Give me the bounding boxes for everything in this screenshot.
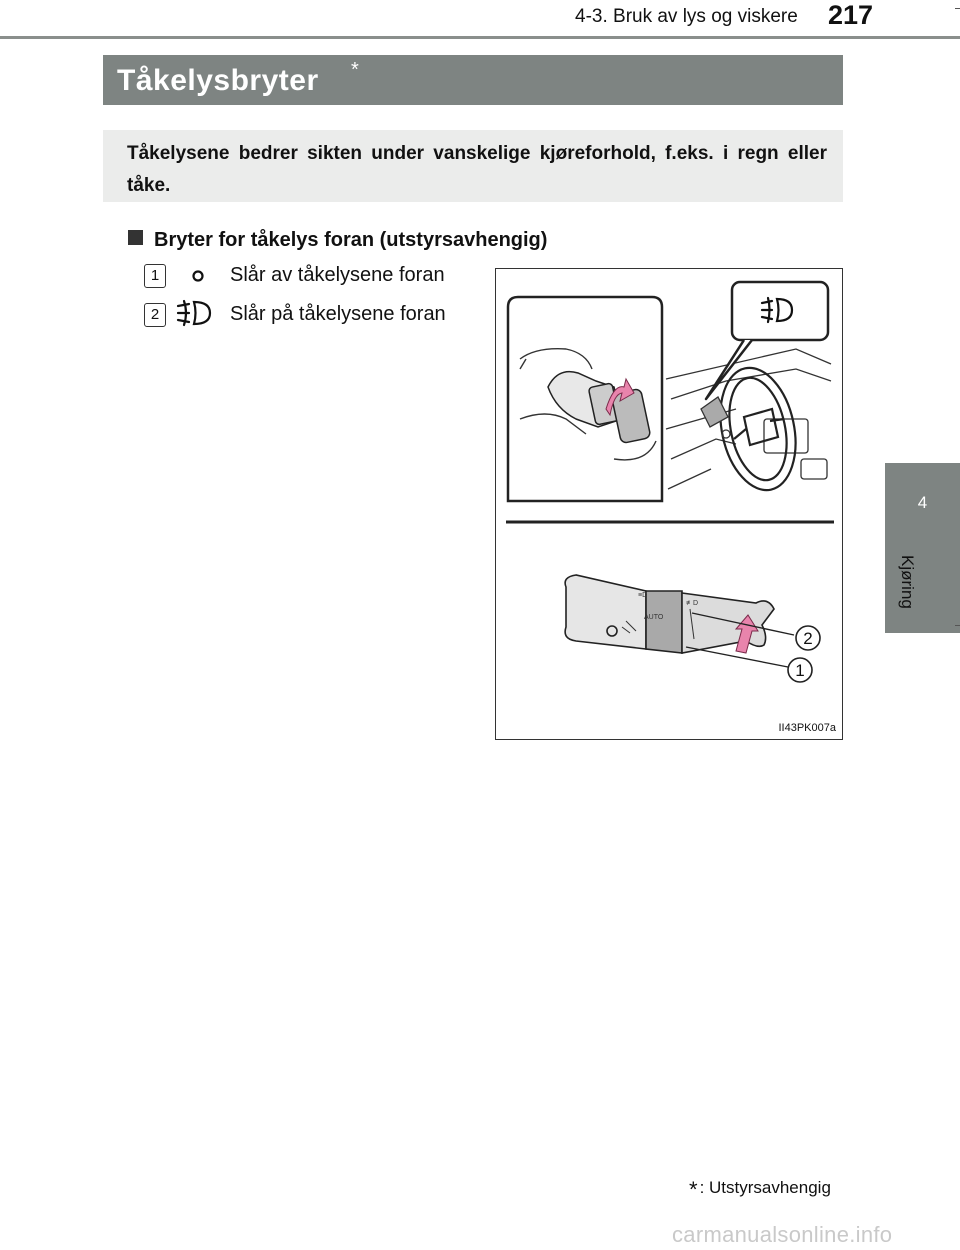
svg-text:≡D: ≡D (638, 592, 648, 599)
item-text: Slår av tåkelysene foran (230, 264, 445, 286)
square-bullet-icon (128, 230, 143, 245)
optional-equipment-star: * (351, 59, 359, 81)
footnote-marker: * (689, 1177, 698, 1202)
margin-tick (955, 8, 960, 9)
watermark: carmanualsonline.info (672, 1222, 893, 1247)
section-title-bar (103, 55, 843, 105)
chapter-side-label (883, 555, 923, 635)
intro-box (103, 130, 843, 202)
svg-text:≢D: ≢D (686, 600, 699, 607)
header-chapter: 4-3. Bruk av lys og viskere (575, 6, 798, 27)
illustration-drawing (496, 269, 844, 741)
subsection-heading (128, 229, 547, 252)
intro-text: Tåkelysene bedrer sikten under vanskelige kjøreforhold, f.eks. i regn eller tåke. (127, 143, 827, 196)
item-number-badge: 2 (144, 303, 166, 327)
figure-code: II43PK007a (778, 722, 836, 734)
section-title: Tåkelysbryter (117, 64, 319, 97)
page-number: 217 (828, 0, 874, 30)
item-text: Slår på tåkelysene foran (230, 303, 446, 325)
chapter-side-label-text: Kjøring (898, 555, 917, 609)
fog-light-switch-illustration (495, 268, 843, 740)
item-number-badge: 1 (144, 264, 166, 288)
svg-text:AUTO: AUTO (644, 614, 664, 621)
margin-tick (955, 625, 960, 626)
chapter-tab-number: 4 (917, 493, 928, 512)
footnote-text: : Utstyrsavhengig (699, 1178, 831, 1197)
subsection-heading-text: Bryter for tåkelys foran (utstyrsavhengig) (154, 229, 548, 251)
off-ring-icon (188, 266, 208, 286)
footnote (689, 1177, 831, 1203)
callout-number-1: 1 (795, 661, 805, 680)
front-fog-light-icon (176, 298, 212, 328)
header-divider (0, 36, 960, 39)
callout-number-2: 2 (803, 629, 813, 648)
